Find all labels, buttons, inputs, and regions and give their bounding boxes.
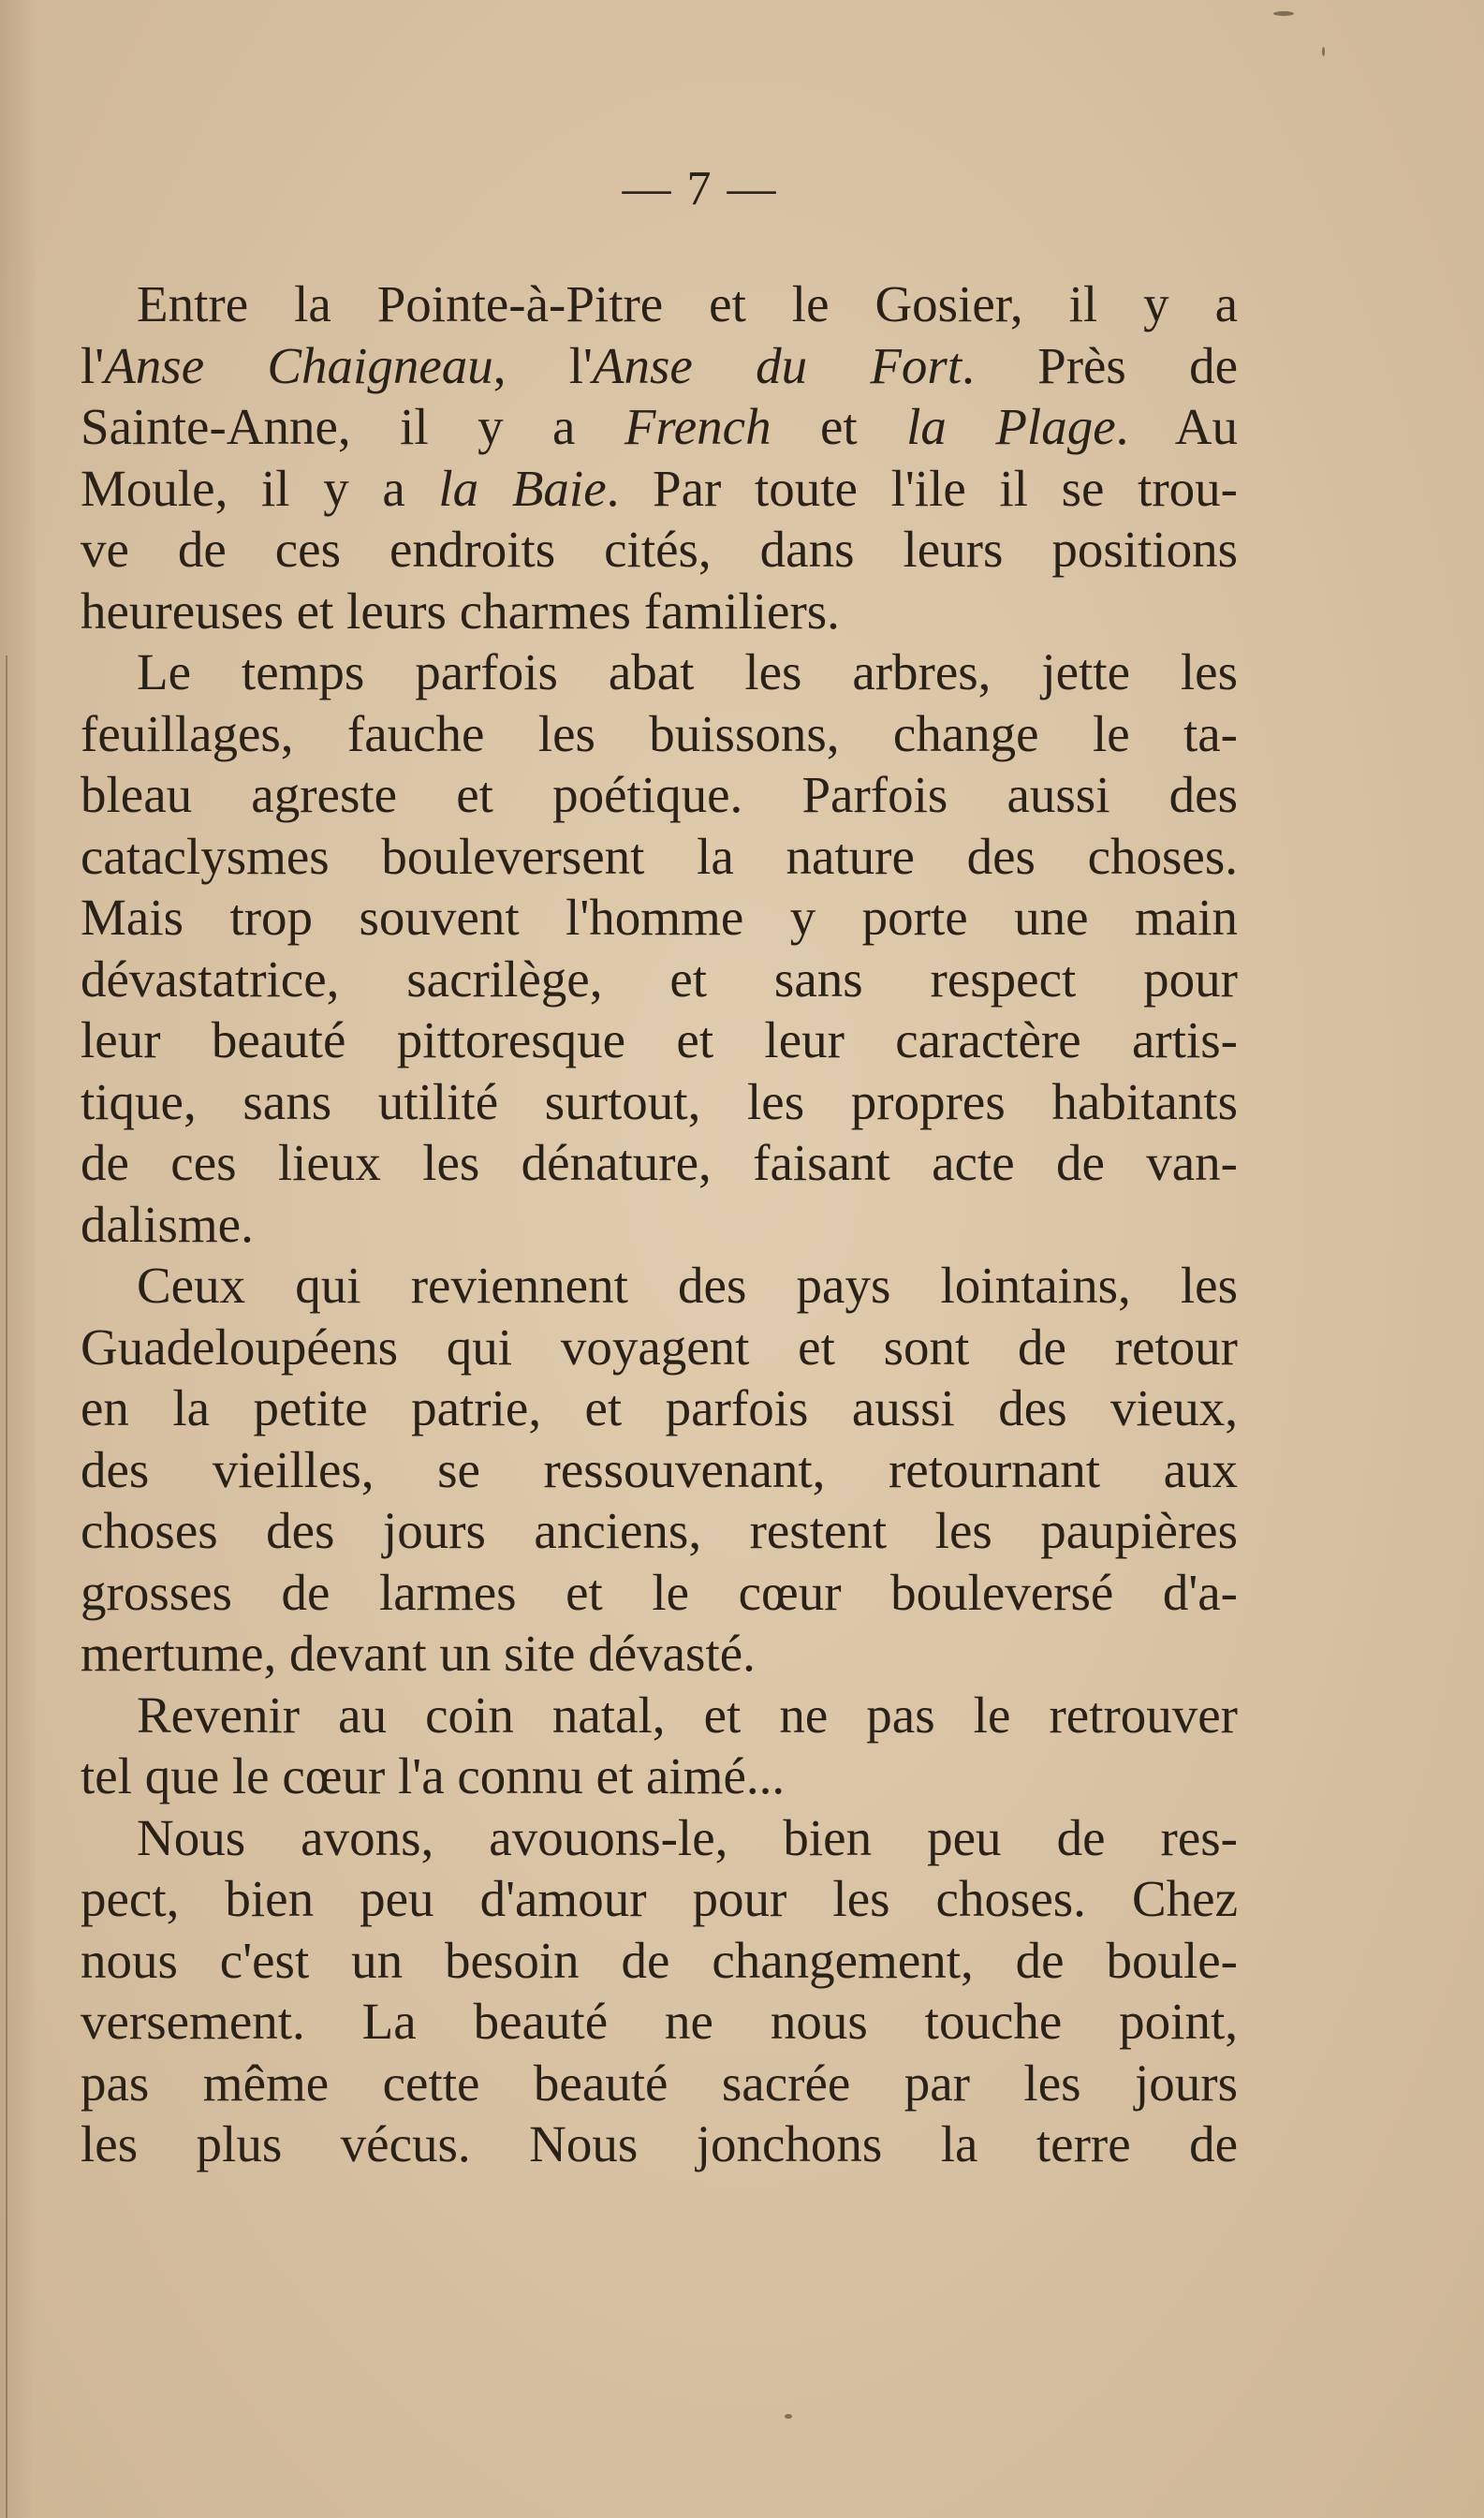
text-line (81, 1439, 1238, 1501)
text-run: . Près de (962, 336, 1238, 394)
text-run: Sainte-Anne, il y a (81, 398, 624, 455)
paragraph (81, 641, 1238, 1255)
text-line (81, 396, 1238, 458)
text-line (81, 1807, 1238, 1869)
italic-place-name: la Plage (906, 398, 1116, 455)
text-line (81, 1317, 1238, 1378)
text-line (81, 1562, 1238, 1624)
text-run: pect, bien peu d'amour pour les choses. Chez (81, 1870, 1238, 1927)
text-run: Moule, il y a (81, 459, 439, 517)
italic-place-name: la Baie (438, 459, 607, 517)
text-run: heureuses et leurs charmes familiers. (81, 582, 840, 640)
text-run: feuillages, fauche les buissons, change le ta- (81, 704, 1238, 762)
text-line (81, 335, 1238, 397)
text-run: leur beauté pittoresque et leur caractère artis- (81, 1011, 1238, 1068)
italic-place-name: French (624, 398, 771, 455)
text-run: . Par toute l'ile il se trou- (606, 459, 1238, 517)
paragraph (81, 1255, 1238, 1685)
text-line (81, 949, 1238, 1010)
text-run: . Au (1115, 398, 1238, 455)
text-run: et (771, 398, 907, 455)
text-run: Mais trop souvent l'homme y porte une main (81, 889, 1238, 946)
page-edge-line (6, 655, 7, 2518)
paragraph (81, 273, 1238, 641)
text-run: Revenir au coin natal, et ne pas le retrouver (137, 1686, 1238, 1744)
text-line (81, 1255, 1238, 1317)
text-run: ve de ces endroits cités, dans leurs positions (81, 521, 1238, 578)
italic-place-name: Anse Chaigneau (104, 336, 493, 394)
text-line (81, 1930, 1238, 1992)
text-line (81, 826, 1238, 888)
text-run: versement. La beauté ne nous touche point, (81, 1993, 1238, 2050)
text-run: de ces lieux les dénature, faisant acte de van- (81, 1134, 1238, 1191)
text-run: mertume, devant un site dévasté. (81, 1625, 756, 1682)
paper-speck (1273, 11, 1294, 16)
text-run: , l' (492, 336, 593, 394)
text-line (81, 1194, 1238, 1256)
page-body (81, 273, 1238, 2175)
text-run: Nous avons, avouons-le, bien peu de res- (137, 1808, 1238, 1866)
text-line (81, 1685, 1238, 1746)
text-line (81, 1009, 1238, 1071)
text-line (81, 519, 1238, 581)
text-run: cataclysmes bouleversent la nature des choses. (81, 827, 1238, 885)
text-run: des vieilles, se ressouvenant, retournant aux (81, 1440, 1238, 1498)
text-run: l' (81, 336, 105, 394)
text-line (81, 458, 1238, 520)
text-run: dalisme. (81, 1195, 254, 1253)
text-run: tique, sans utilité surtout, les propres habitants (81, 1072, 1238, 1130)
paragraph (81, 1685, 1238, 1807)
text-run: en la petite patrie, et parfois aussi des vieux, (81, 1379, 1238, 1436)
text-run: Le temps parfois abat les arbres, jette les (137, 643, 1238, 700)
paragraph (81, 1807, 1238, 2175)
text-run: Entre la Pointe-à-Pitre et le Gosier, il y a (137, 275, 1238, 332)
text-line (81, 1500, 1238, 1562)
text-line (81, 764, 1238, 826)
text-line (81, 1623, 1238, 1685)
text-line (81, 273, 1238, 335)
text-line (81, 703, 1238, 765)
paper-speck (785, 2414, 792, 2419)
text-run: Guadeloupéens qui voyagent et sont de retour (81, 1318, 1238, 1376)
text-line (81, 1377, 1238, 1439)
text-run: tel que le cœur l'a connu et aimé... (81, 1747, 786, 1804)
text-run: nous c'est un besoin de changement, de boule- (81, 1931, 1238, 1989)
text-line (81, 2053, 1238, 2114)
paper-speck (1322, 47, 1325, 56)
text-run: choses des jours anciens, restent les paupières (81, 1502, 1238, 1559)
text-run: bleau agreste et poétique. Parfois aussi des (81, 766, 1238, 823)
text-run: les plus vécus. Nous jonchons la terre de (81, 2115, 1238, 2172)
text-line (81, 1868, 1238, 1930)
text-line (81, 581, 1238, 642)
text-run: Ceux qui reviennent des pays lointains, les (137, 1257, 1238, 1314)
text-line (81, 2113, 1238, 2175)
text-line (81, 1745, 1238, 1807)
text-line (81, 1132, 1238, 1194)
italic-place-name: Anse du Fort (592, 336, 962, 394)
text-run: grosses de larmes et le cœur bouleversé d'a- (81, 1563, 1238, 1621)
text-run: dévastatrice, sacrilège, et sans respect pour (81, 950, 1238, 1008)
text-line (81, 887, 1238, 949)
text-line (81, 1071, 1238, 1133)
page-number: — 7 — (622, 162, 778, 215)
text-run: pas même cette beauté sacrée par les jours (81, 2054, 1238, 2112)
text-line (81, 1991, 1238, 2053)
text-line (81, 641, 1238, 703)
